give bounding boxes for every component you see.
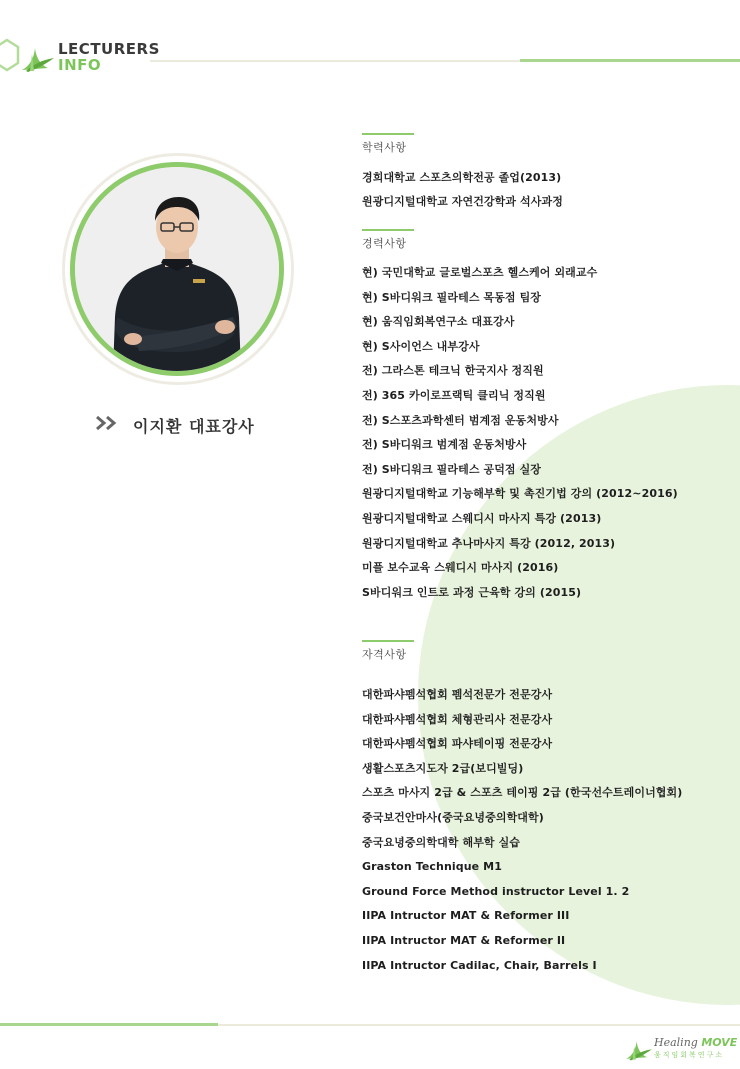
certifications-item: IIPA Intructor Cadilac, Chair, Barrels I xyxy=(362,958,597,972)
certifications-item: Graston Technique M1 xyxy=(362,860,502,874)
career-item: 원광디지털대학교 추나마사지 특강 (2012, 2013) xyxy=(362,536,616,550)
lecturer-name: 이지환 대표강사 xyxy=(133,417,255,436)
career-item: 전) S바디워크 필라테스 공덕점 실장 xyxy=(362,462,542,476)
certifications-item: 대한파샤펨석협회 체형관리사 전문강사 xyxy=(362,712,553,726)
footer-subtitle: 움직임회복연구소 xyxy=(654,1051,725,1059)
double-chevron-right-icon xyxy=(95,415,121,436)
education-item: 원광디지털대학교 자연건강학과 석사과정 xyxy=(362,195,563,208)
certifications-list xyxy=(362,683,682,978)
header-title-line1: LECTURERS xyxy=(58,40,160,58)
hexagon-outline-icon xyxy=(0,38,20,72)
footer-brand xyxy=(654,1036,737,1060)
career-item: 원광디지털대학교 스웨디시 마사지 특강 (2013) xyxy=(362,511,602,525)
certifications-item: 중국보건안마사(중국요녕중의학대학) xyxy=(362,810,544,824)
footer-brand-bold: MOVE xyxy=(701,1036,738,1049)
header-title xyxy=(58,41,160,73)
footer-rule-left xyxy=(0,1023,218,1026)
lecturer-photo xyxy=(70,162,284,376)
header-rule-right xyxy=(520,59,740,62)
certifications-item: IIPA Intructor MAT & Reformer II xyxy=(362,933,566,947)
career-item: 전) 그라스톤 테크닉 한국지사 정직원 xyxy=(362,364,544,378)
certifications-item: 중국요녕중의학대학 해부학 실습 xyxy=(362,835,521,849)
career-list xyxy=(362,261,678,605)
career-item: 현) S바디워크 필라테스 목동점 팀장 xyxy=(362,290,542,304)
certifications-item: 스포츠 마사지 2급 & 스포츠 테이핑 2급 (한국선수트레이너협회) xyxy=(362,786,683,800)
certifications-item: 대한파샤펨석협회 펨석전문가 전문강사 xyxy=(362,688,553,701)
career-item: 전) S스포츠과학센터 범계점 운동처방사 xyxy=(362,413,559,427)
career-item: 현) 움직임회복연구소 대표강사 xyxy=(362,315,515,329)
header-title-line2: INFO xyxy=(58,56,102,74)
header-rule-left xyxy=(150,60,520,62)
certifications-item: IIPA Intructor MAT & Reformer III xyxy=(362,909,570,923)
career-item: 전) 365 카이로프랙틱 클리닉 정직원 xyxy=(362,388,546,402)
career-item: 현) 국민대학교 글로벌스포츠 헬스케어 외래교수 xyxy=(362,266,598,279)
section-label-career: 경력사항 xyxy=(362,229,407,251)
career-item: 미플 보수교육 스웨디시 마사지 (2016) xyxy=(362,561,559,575)
section-label-education: 학력사항 xyxy=(362,133,407,155)
career-item: 원광디지털대학교 기능해부학 및 촉진기법 강의 (2012~2016) xyxy=(362,487,678,501)
career-item: S바디워크 인트로 과정 근육학 강의 (2015) xyxy=(362,585,582,599)
footer-brand-name xyxy=(654,1036,737,1049)
grass-leaf-logo-icon xyxy=(20,44,56,74)
grass-leaf-logo-icon xyxy=(624,1038,654,1062)
footer-rule-right xyxy=(218,1024,740,1026)
career-item: 전) S바디워크 범계점 운동처방사 xyxy=(362,438,527,452)
certifications-item: Ground Force Method instructor Level 1. 2 xyxy=(362,884,630,898)
education-list xyxy=(362,166,563,214)
education-item: 경희대학교 스포츠의학전공 졸업(2013) xyxy=(362,171,562,184)
certifications-item: 대한파샤펨석협회 파샤테이핑 전문강사 xyxy=(362,737,553,751)
lecturer-name-row xyxy=(95,414,255,437)
footer-brand-prefix: Healing xyxy=(654,1036,698,1049)
certifications-item: 생활스포츠지도자 2급(보디빌딩) xyxy=(362,761,524,775)
career-item: 현) S사이언스 내부강사 xyxy=(362,339,480,353)
section-label-certifications: 자격사항 xyxy=(362,640,407,662)
